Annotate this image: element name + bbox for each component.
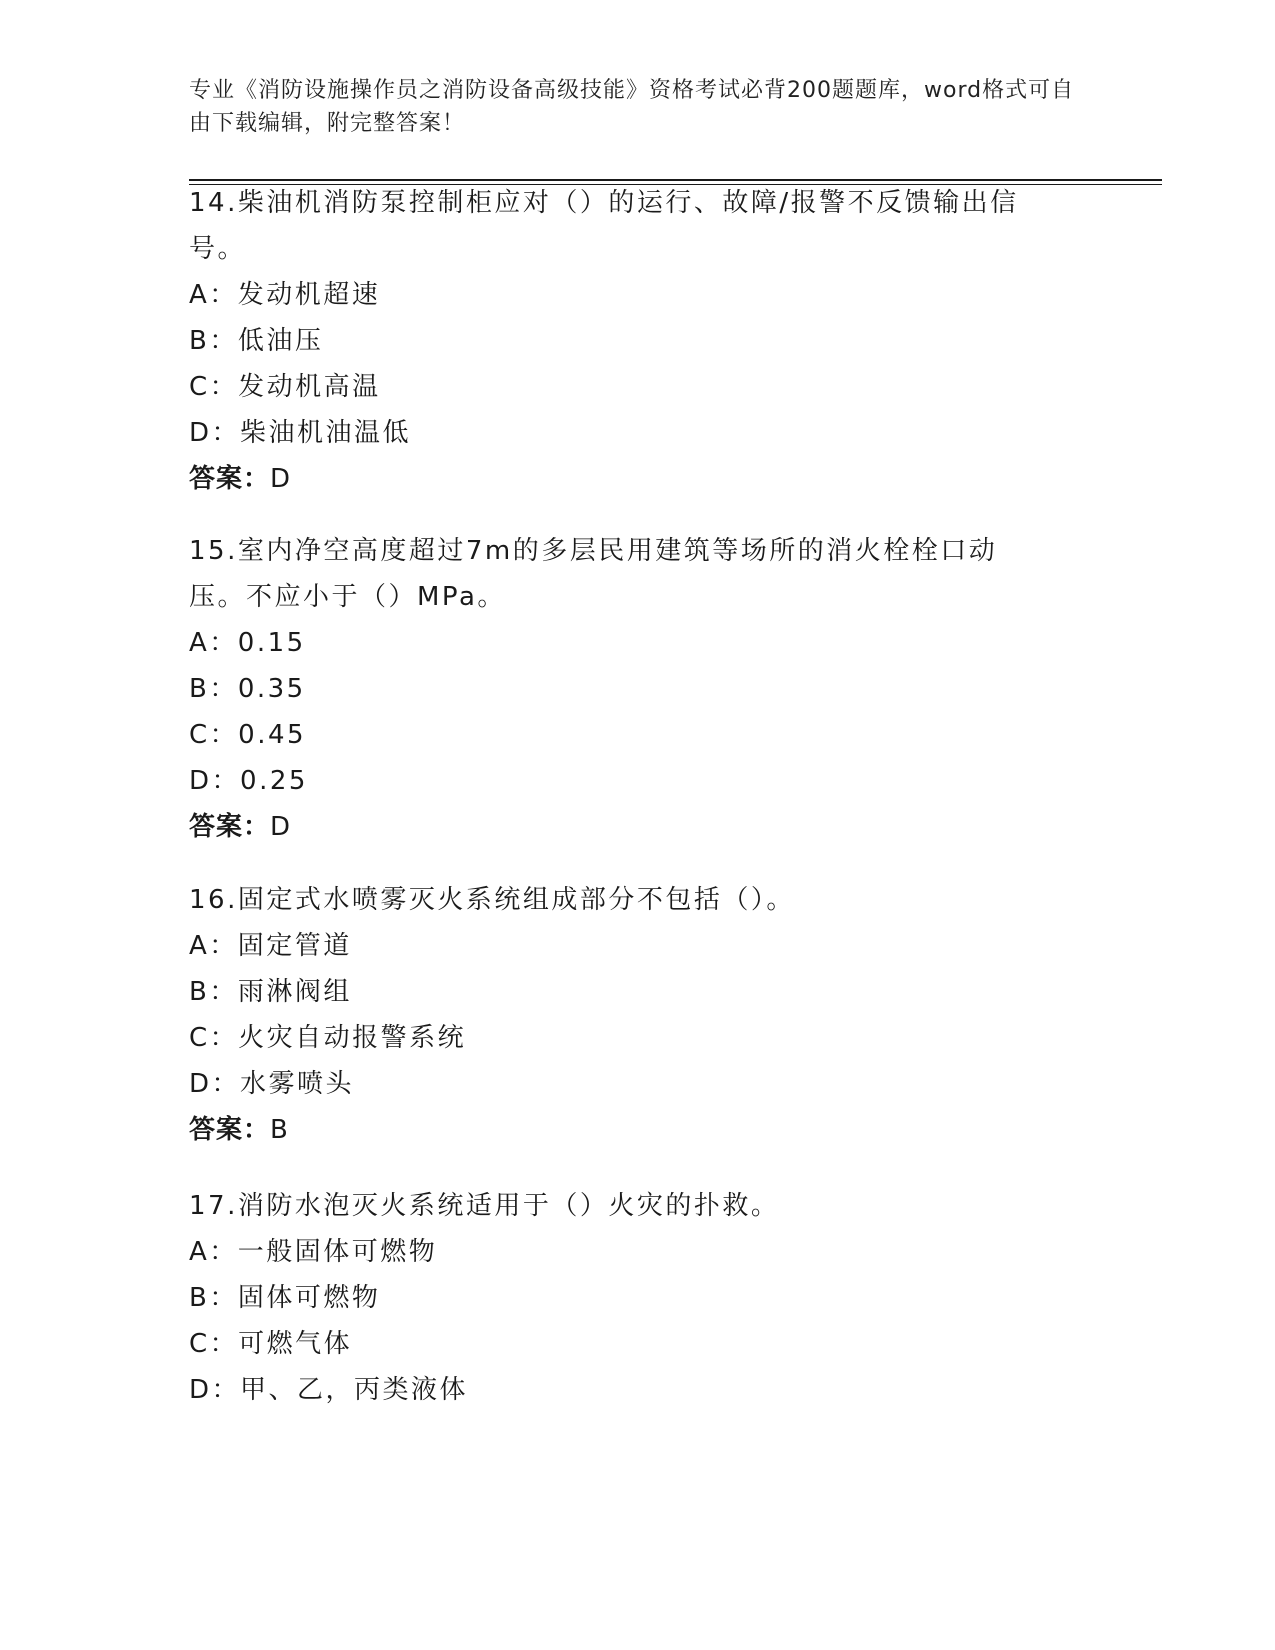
- option-b: B：固体可燃物: [189, 1283, 381, 1313]
- answer-value: D: [270, 812, 292, 842]
- question-stem: 16.固定式水喷雾灭火系统组成部分不包括（）。: [189, 885, 795, 915]
- option-a: A：一般固体可燃物: [189, 1237, 438, 1267]
- answer-label: 答案：: [189, 464, 271, 494]
- option-c: C：火灾自动报警系统: [189, 1023, 467, 1053]
- option-b: B：低油压: [189, 326, 324, 356]
- answer-label: 答案：: [189, 812, 271, 842]
- option-d: D：柴油机油温低: [189, 418, 412, 448]
- option-b: B：雨淋阀组: [189, 977, 352, 1007]
- question-stem: 17.消防水泡灭火系统适用于（）火灾的扑救。: [189, 1191, 780, 1221]
- option-a: A：发动机超速: [189, 280, 381, 310]
- option-d: D：水雾喷头: [189, 1069, 355, 1099]
- option-a: A：固定管道: [189, 931, 352, 961]
- option-c: C：可燃气体: [189, 1329, 353, 1359]
- question-stem: 14.柴油机消防泵控制柜应对（）的运行、故障/报警不反馈输出信号。: [189, 188, 1019, 264]
- answer: [189, 456, 1089, 502]
- answer-label: 答案：: [189, 1115, 271, 1145]
- option-d: D：0.25: [189, 766, 308, 796]
- question-stem: 15.室内净空高度超过7m的多层民用建筑等场所的消火栓栓口动压。不应小于（）MPa。: [189, 536, 998, 612]
- option-b: B：0.35: [189, 674, 306, 704]
- question-16: [189, 877, 1089, 1153]
- answer-value: B: [270, 1115, 289, 1145]
- document-intro: 专业《消防设施操作员之消防设备高级技能》资格考试必背200题题库，word格式可自由下载编辑，附完整答案！: [189, 78, 1075, 136]
- question-15: [189, 528, 1089, 850]
- question-17: [189, 1183, 1089, 1413]
- answer-value: D: [270, 464, 292, 494]
- question-14: [189, 180, 1089, 502]
- option-c: C：0.45: [189, 720, 307, 750]
- option-d: D：甲、乙，丙类液体: [189, 1375, 469, 1405]
- option-c: C：发动机高温: [189, 372, 381, 402]
- answer: [189, 804, 1089, 850]
- option-a: A：0.15: [189, 628, 306, 658]
- answer: [189, 1107, 1089, 1153]
